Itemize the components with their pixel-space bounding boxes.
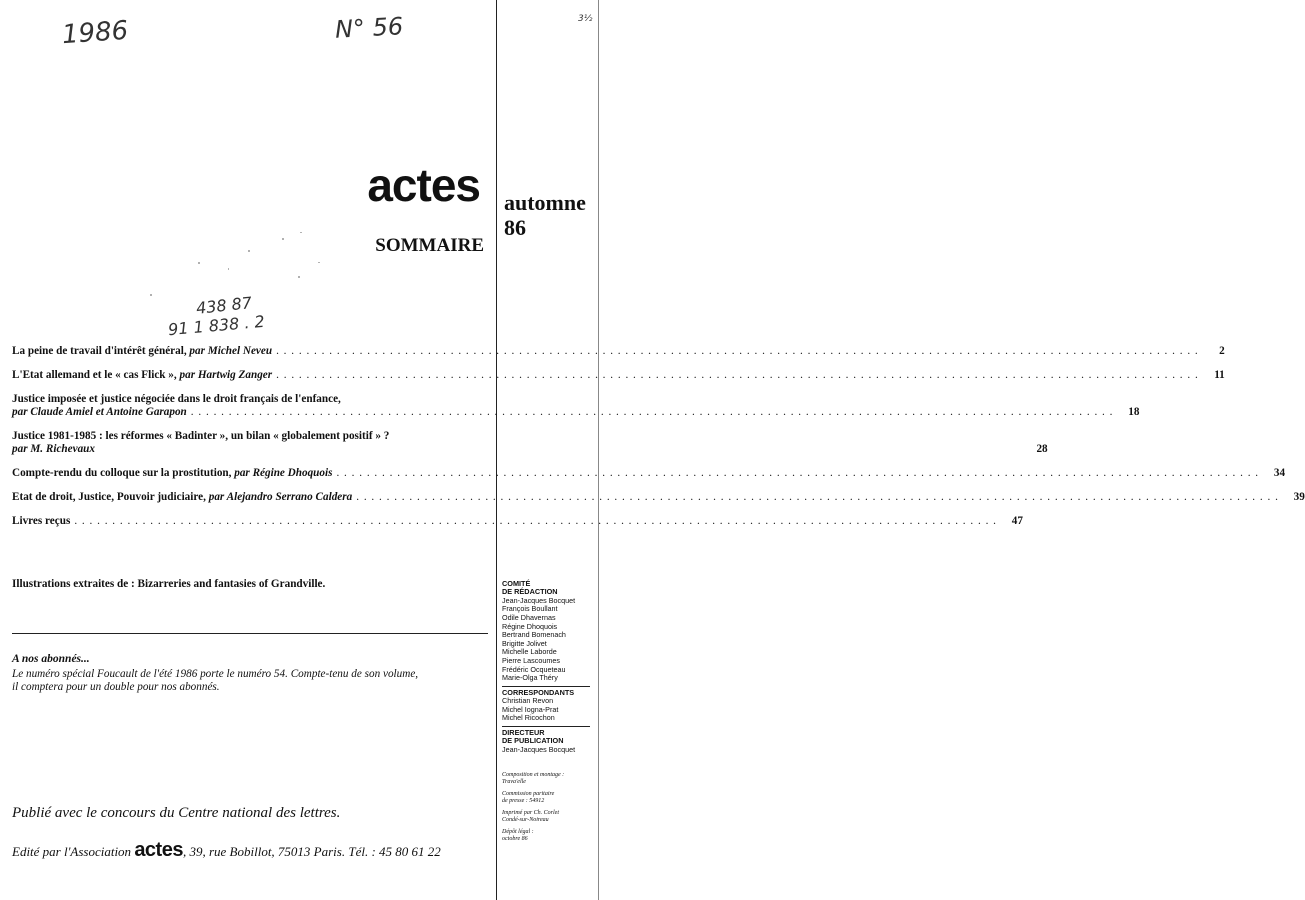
- toc-author: par M. Richevaux: [12, 443, 95, 455]
- committee-member: Régine Dhoquois: [502, 621, 558, 631]
- toc-page-number: 39: [1293, 491, 1305, 503]
- toc-title: Justice 1981-1985 : les réformes « Badinter », un bilan « globalement positif » ?: [12, 430, 390, 442]
- committee-member: Bertrand Bomenach: [502, 630, 566, 640]
- publisher-prefix: Edité par l'Association: [12, 844, 135, 859]
- toc-title: L'Etat allemand et le « cas Flick »,: [12, 369, 180, 381]
- stamp-speck: [318, 262, 320, 263]
- handwritten-shelf-line2: 91 1 838 . 2: [167, 311, 266, 340]
- committee-member: Jean-Jacques Bocquet: [502, 595, 576, 605]
- toc-leader: [276, 345, 1199, 358]
- toc-leader: [356, 491, 1279, 504]
- toc-entry: [12, 515, 1023, 528]
- committee-member: Pierre Lascoumes: [502, 655, 560, 665]
- masthead-divider: [502, 686, 590, 687]
- committee-member: Frédéric Ocqueteau: [502, 664, 566, 674]
- page-edge: [598, 0, 599, 900]
- toc-entry: [12, 491, 1305, 504]
- toc-page-number: 47: [1011, 515, 1023, 527]
- correspondent: Michel Iogna-Prat: [502, 704, 559, 714]
- correspondent: Christian Revon: [502, 696, 554, 706]
- committee-heading: DE RÉDACTION: [502, 587, 558, 597]
- committee-member: Michelle Laborde: [502, 647, 557, 657]
- subscribers-heading: A nos abonnés...: [12, 653, 90, 665]
- credit-line: octobre 86: [502, 836, 528, 842]
- toc-author: par Alejandro Serrano Caldera: [208, 491, 353, 503]
- table-of-contents: [12, 345, 1305, 539]
- credit-line: Trava'elle: [502, 779, 526, 785]
- committee-member: Odile Dhavernas: [502, 613, 556, 622]
- committee-member: Brigitte Jolivet: [502, 638, 547, 648]
- column-divider: [496, 0, 497, 900]
- toc-title: Etat de droit, Justice, Pouvoir judiciaire,: [12, 491, 209, 503]
- handwritten-year: 1986: [61, 15, 130, 51]
- credit-line: Imprimé par Ch. Corlet: [502, 810, 559, 816]
- toc-author: par Michel Neveu: [189, 345, 273, 357]
- production-credits: [502, 772, 594, 843]
- committee-heading: COMITÉ: [502, 579, 531, 588]
- stamp-speck: [248, 250, 250, 252]
- handwritten-corner: 3½: [578, 14, 593, 24]
- publisher-logo: actes: [134, 839, 183, 861]
- toc-leader: [74, 515, 997, 528]
- publication-support-line: Publié avec le concours du Centre national des lettres.: [12, 805, 341, 821]
- stamp-speck: [300, 232, 302, 233]
- handwritten-shelf-line1: 438 87: [195, 293, 253, 318]
- stamp-speck: [198, 262, 200, 264]
- toc-entry: [12, 345, 1225, 358]
- subscribers-notice: [12, 668, 488, 694]
- correspondent: Michel Ricochon: [502, 713, 555, 723]
- credit-line: de presse : 54912: [502, 798, 545, 804]
- handwritten-number: N° 56: [334, 12, 404, 44]
- credit-line: Composition et montage :: [502, 772, 565, 778]
- masthead-divider: [502, 726, 590, 727]
- stamp-speck: [298, 276, 300, 278]
- journal-title: actes: [367, 159, 480, 211]
- toc-entry: [12, 393, 1140, 419]
- toc-page-number: 34: [1273, 467, 1286, 479]
- illustrations-credit: Illustrations extraites de : Bizarreries and fantasies of Grandville.: [12, 578, 326, 590]
- director-name: Jean-Jacques Bocquet: [502, 744, 576, 754]
- toc-title: Livres reçus: [12, 515, 71, 527]
- section-divider: [12, 633, 488, 634]
- toc-leader: [336, 467, 1259, 480]
- subscribers-notice-line: Le numéro spécial Foucault de l'été 1986 porte le numéro 54. Compte-tenu de son volume,: [12, 668, 419, 680]
- toc-title: La peine de travail d'intérêt général,: [12, 345, 190, 357]
- director-heading: DE PUBLICATION: [502, 736, 564, 746]
- stamp-speck: [282, 238, 284, 240]
- director-heading: DIRECTEUR: [502, 727, 545, 737]
- toc-author: par Hartwig Zanger: [179, 369, 273, 381]
- toc-title: Justice imposée et justice négociée dans le droit français de l'enfance,: [12, 393, 341, 405]
- credit-line: Condé-sur-Noireau: [502, 817, 549, 823]
- credit-line: Dépôt légal :: [502, 829, 534, 835]
- issue-season: automne: [504, 190, 586, 215]
- committee-member: François Boullant: [502, 604, 558, 614]
- toc-entry: [12, 467, 1286, 480]
- toc-page-number: 2: [1219, 345, 1225, 357]
- committee-member: Marie-Olga Théry: [502, 673, 558, 683]
- correspondents-heading: CORRESPONDANTS: [502, 687, 575, 697]
- subscribers-notice-line: il comptera pour un double pour nos abonnés.: [12, 681, 220, 693]
- toc-author: par Régine Dhoquois: [234, 467, 333, 479]
- publisher-address: , 39, rue Bobillot, 75013 Paris. Tél. : 45 80 61 22: [182, 844, 441, 859]
- toc-page-number: 18: [1128, 406, 1140, 418]
- stamp-speck: [228, 268, 229, 270]
- contents-heading: SOMMAIRE: [375, 235, 484, 256]
- masthead: [502, 580, 594, 754]
- toc-entry: [12, 369, 1225, 382]
- toc-page-number: 28: [1036, 443, 1048, 455]
- publisher-line: [12, 839, 441, 862]
- toc-leader: [191, 406, 1114, 419]
- toc-title: Compte-rendu du colloque sur la prostitution,: [12, 467, 235, 479]
- stamp-speck: [150, 294, 152, 296]
- toc-leader: [276, 369, 1199, 382]
- toc-entry: [12, 430, 1048, 456]
- issue-year: 86: [504, 215, 526, 240]
- toc-page-number: 11: [1214, 369, 1225, 381]
- credit-line: Commission paritaire: [502, 791, 555, 797]
- toc-author: par Claude Amiel et Antoine Garapon: [12, 406, 187, 418]
